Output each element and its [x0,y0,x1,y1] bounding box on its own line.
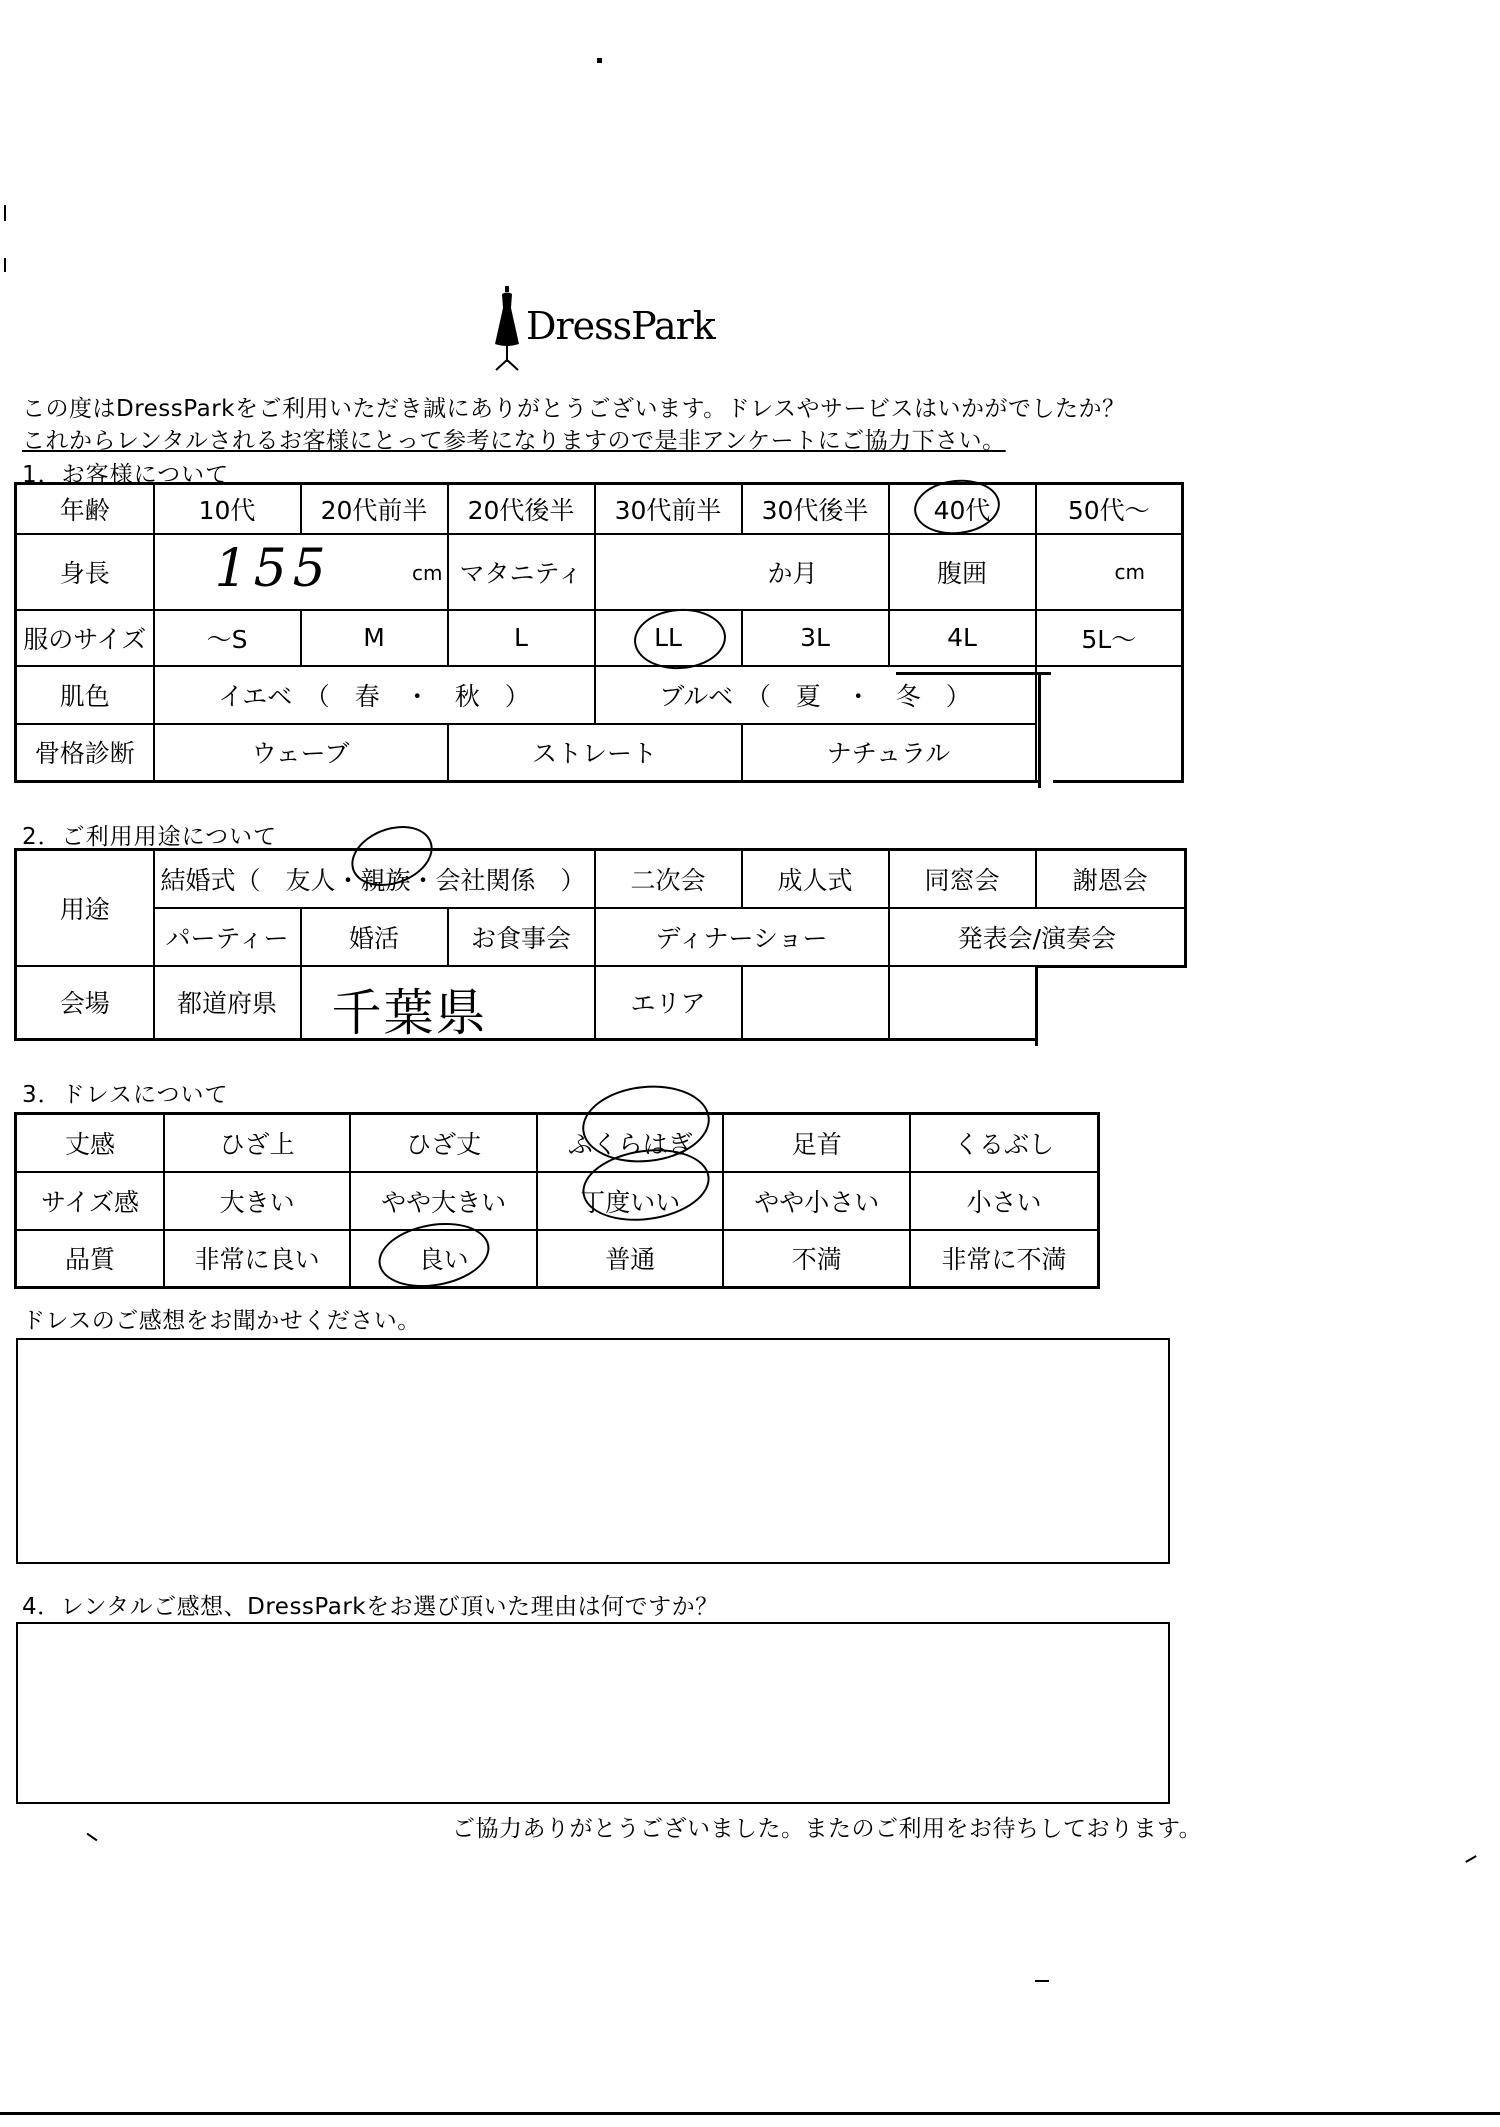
size-option[interactable]: L [448,610,595,666]
section-2-title: 2．ご利用用途について [22,824,278,850]
age-option-selected[interactable]: 40代 [889,484,1036,534]
maternity-months-unit: か月 [767,558,818,588]
age-option[interactable]: 30代前半 [595,484,742,534]
size-option[interactable]: M [301,610,448,666]
size-label: 服のサイズ [16,610,154,666]
bone-option[interactable]: ウェーブ [154,724,448,782]
quality-option[interactable]: 不満 [723,1230,910,1288]
brand-logo [490,286,750,376]
quality-option[interactable]: 非常に不満 [910,1230,1099,1288]
scan-speck [1035,1980,1049,1982]
area-field[interactable] [742,966,889,1040]
maternity-months-field[interactable] [595,534,889,610]
prefecture-label: 都道府県 [154,966,301,1040]
purpose-option[interactable]: ディナーショー [595,908,889,966]
bone-row [16,724,1183,782]
length-option-selected[interactable]: ふくらはぎ [537,1114,724,1172]
brand-name: DressPark [526,304,715,348]
skin-blue-option[interactable]: ブルベ （ 夏 ・ 冬 ） [595,666,1036,724]
dress-mannequin-icon [492,286,522,372]
purpose-option[interactable]: 同窓会 [889,850,1036,908]
scan-speck [1465,1855,1476,1863]
bone-option[interactable]: ストレート [448,724,742,782]
scan-speck [597,58,602,63]
height-row [16,534,1183,610]
dress-comment-prompt: ドレスのご感想をお聞かせください。 [22,1308,421,1334]
age-option[interactable]: 10代 [154,484,301,534]
height-field[interactable] [154,534,448,610]
intro-line-1: この度はDressParkをご利用いただき誠にありがとうございます。ドレスやサービスはいかがでしたか？ [22,396,1126,422]
scan-speck [4,205,6,221]
size-option[interactable]: 4L [889,610,1036,666]
prefecture-value: 千葉県 [331,983,488,1040]
fit-option[interactable]: 大きい [164,1172,351,1230]
purpose-option[interactable]: お食事会 [448,908,595,966]
thanks-message: ご協力ありがとうございました。またのご利用をお待ちしております。 [452,1816,1203,1842]
bone-option[interactable]: ナチュラル [742,724,1036,782]
purpose-row-1 [16,850,1186,908]
height-label: 身長 [16,534,154,610]
age-option[interactable]: 30代後半 [742,484,889,534]
age-option[interactable]: 20代後半 [448,484,595,534]
fit-option[interactable]: やや小さい [723,1172,910,1230]
prefecture-field[interactable] [301,966,595,1040]
scan-speck [4,258,6,272]
purpose-option[interactable]: 謝恩会 [1036,850,1186,908]
purpose-table [14,848,1187,1041]
customer-info-table [14,482,1184,783]
purpose-row-2 [16,908,1186,966]
fit-label: サイズ感 [16,1172,164,1230]
venue-label: 会場 [16,966,154,1040]
section-1-title: 1．お客様について [22,462,230,488]
fit-row [16,1172,1099,1230]
height-value: 155 [214,538,332,599]
size-option-selected[interactable]: LL [595,610,742,666]
purpose-label: 用途 [16,850,154,966]
fit-option[interactable]: 小さい [910,1172,1099,1230]
intro-line-2: これからレンタルされるお客様にとって参考になりますので是非アンケートにご協力下さい。 [22,428,1006,454]
fit-option[interactable]: やや大きい [350,1172,537,1230]
length-option[interactable]: ひざ丈 [350,1114,537,1172]
waist-unit: cm [1114,559,1145,584]
quality-option-selected[interactable]: 良い [350,1230,537,1288]
section-3-title: 3．ドレスについて [22,1082,229,1108]
quality-label: 品質 [16,1230,164,1288]
dress-comment-box[interactable] [16,1338,1170,1564]
quality-option[interactable]: 普通 [537,1230,724,1288]
fit-option-selected[interactable]: 丁度いい [537,1172,724,1230]
waist-field[interactable] [1036,534,1183,610]
size-option[interactable]: 5L～ [1036,610,1183,666]
venue-row [16,966,1186,1040]
length-option[interactable]: ひざ上 [164,1114,351,1172]
size-option[interactable]: ～S [154,610,301,666]
section-4-title: 4．レンタルご感想、DressParkをお選び頂いた理由は何ですか？ [22,1594,719,1620]
bone-label: 骨格診断 [16,724,154,782]
age-option[interactable]: 50代～ [1036,484,1183,534]
skin-label: 肌色 [16,666,154,724]
quality-row [16,1230,1099,1288]
length-option[interactable]: 足首 [723,1114,910,1172]
skin-yellow-option[interactable]: イエベ （ 春 ・ 秋 ） [154,666,595,724]
purpose-option[interactable]: 二次会 [595,850,742,908]
purpose-option[interactable]: 婚活 [301,908,448,966]
age-option[interactable]: 20代前半 [301,484,448,534]
length-row [16,1114,1099,1172]
length-option[interactable]: くるぶし [910,1114,1099,1172]
dress-table [14,1112,1100,1289]
area-label: エリア [595,966,742,1040]
purpose-option[interactable]: 成人式 [742,850,889,908]
maternity-label: マタニティ [448,534,595,610]
size-option[interactable]: 3L [742,610,889,666]
age-row [16,484,1183,534]
length-label: 丈感 [16,1114,164,1172]
wedding-option[interactable]: 結婚式（ 友人・親族・会社関係 ） [154,850,595,908]
reason-answer-box[interactable] [16,1622,1170,1804]
age-label: 年齢 [16,484,154,534]
scan-bottom-edge [0,2112,1500,2115]
size-row [16,610,1183,666]
scan-speck [87,1833,98,1842]
quality-option[interactable]: 非常に良い [164,1230,351,1288]
waist-label: 腹囲 [889,534,1036,610]
purpose-option[interactable]: パーティー [154,908,301,966]
purpose-option[interactable]: 発表会/演奏会 [889,908,1186,966]
height-unit: cm [412,560,443,585]
